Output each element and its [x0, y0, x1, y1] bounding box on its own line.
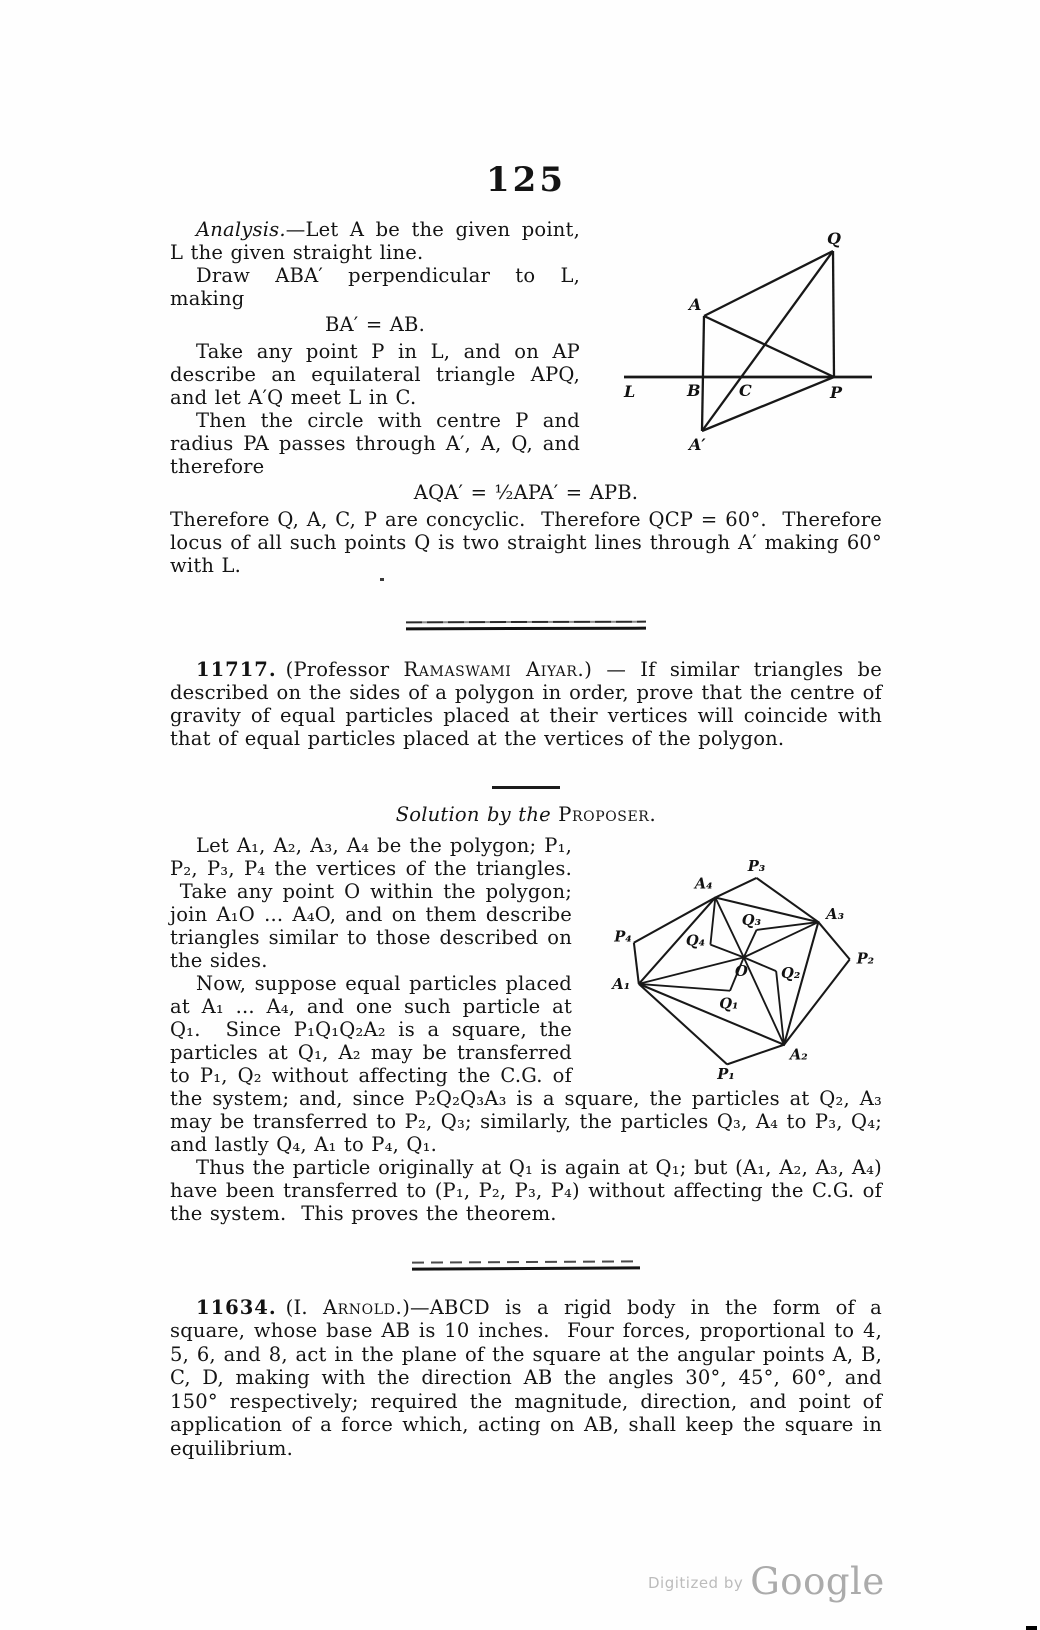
solution-paragraph-1: Let A₁, A₂, A₃, A₄ be the polygon; P₁, P₂, P₃, P₄ the vertices of the triangles. Take any point O within the polygon; join A₁O ... A₄O, and on them describe triangles similar to those described on the sides.	[170, 834, 572, 972]
figure2-label-q4: Q₄	[685, 932, 706, 950]
figure2-label-p1: P₁	[717, 1066, 735, 1082]
analysis-paragraph-1-text: —Let A be the given point, L the given straight line.	[170, 218, 580, 264]
problem-11717-author-prefix: (Professor	[285, 658, 404, 681]
problem-11634-statement-text: )—ABCD is a rigid body in the form of a square, whose base AB is 10 inches. Four forces, proportional to 4, 5, 6, and 8, act in the plane of the square at the angular points A, B, C, D, making with the direction AB the angles 30°, 45°, 60°, and 150° respectively; required the magnitude, direction, and point of application of a force which, acting on AB, shall keep the square in equilibrium.	[170, 1295, 882, 1460]
figure-polygon-triangles	[582, 822, 882, 1082]
short-divider-rule	[492, 786, 560, 789]
problem-11634-section	[170, 1296, 882, 1461]
figure1-label-a: A	[689, 295, 702, 314]
solution-paragraph-2: Now, suppose equal particles placed at A₁ ... A₄, and one such particle at Q₁. Since P₁Q₁Q₂A₂ is a square, the particles at Q₁, A₂ may be transferred to P₁, Q₂ without affecting the C.G. of the system; and, since P₂Q₂Q₃A₃ is a square, the particles at Q₂, A₃ may be transferred to P₂, Q₃; similarly, the particles Q₃, A₄ to P₃, Q₄; and lastly Q₄, A₁ to P₄, Q₁.	[170, 972, 882, 1156]
solution-paragraph-3: Thus the particle originally at Q₁ is again at Q₁; but (A₁, A₂, A₃, A₄) have been transferred to (P₁, P₂, P₃, P₄) without affecting the C.G. of the system. This proves the theorem.	[170, 1156, 882, 1225]
divider-dashed-line	[412, 1260, 640, 1263]
analysis-equation-2: AQA′ = ½APA′ = APB.	[413, 481, 639, 504]
figure1-label-q: Q	[827, 229, 841, 248]
figure1-label-p: P	[830, 383, 843, 402]
digitized-by-text: Digitized by	[648, 1574, 744, 1592]
figure2-label-p2: P₂	[856, 950, 875, 968]
solution-heading-italic: Solution by the	[395, 803, 551, 826]
figure1-label-c: C	[739, 381, 752, 400]
figure2-svg	[582, 822, 882, 1082]
figure1-svg	[594, 222, 882, 454]
figure2-label-p3: P₃	[747, 858, 766, 876]
problem-11717-statement-text: ) — If similar triangles be described on the sides of a polygon in order, prove that the centre of gravity of equal particles placed at their vertices will coincide with that of equal particles placed at the vertices of the polygon.	[170, 658, 882, 750]
problem-11634-statement	[170, 1296, 882, 1461]
figure1-lines	[702, 251, 834, 431]
analysis-paragraph-4: Then the circle with centre P and radius PA passes through A′, A, Q, and therefore	[170, 409, 580, 478]
google-logo: Google	[750, 1560, 885, 1603]
problem-11717-statement	[170, 658, 882, 750]
analysis-lead-word: Analysis.	[196, 218, 286, 241]
problem-11634-number: 11634.	[196, 1295, 277, 1319]
figure1-label-a-prime: A′	[689, 435, 706, 454]
figure2-label-p4: P₄	[614, 928, 632, 946]
problem-11717-section	[170, 658, 882, 1225]
divider-top-line	[406, 621, 646, 624]
figure1-label-l: L	[624, 382, 636, 401]
figure2-label-a4: A₄	[694, 875, 713, 893]
section-divider-single-rule	[412, 1261, 640, 1270]
figure2-label-q3: Q₃	[741, 912, 762, 930]
solution-body	[170, 834, 882, 1225]
analysis-paragraph-5: Therefore Q, A, C, P are concyclic. Therefore QCP = 60°. Therefore locus of all such points Q is two straight lines through A′ making 60° with L.	[170, 508, 882, 577]
solution-heading-proposer: Proposer.	[558, 803, 657, 826]
section-divider-double-rule	[406, 621, 646, 630]
problem-11634-author: Arnold.	[322, 1295, 403, 1319]
figure2-label-o: O	[734, 963, 748, 981]
scan-speck	[380, 578, 384, 581]
scan-edge-artifact	[1026, 1626, 1037, 1630]
divider-solid-line	[412, 1266, 640, 1270]
analysis-paragraph-3: Take any point P in L, and on AP describe an equilateral triangle APQ, and let A′Q meet L in C.	[170, 340, 580, 409]
divider-bottom-line	[406, 627, 646, 631]
figure2-label-a3: A₃	[826, 906, 845, 924]
figure2-label-q1: Q₁	[719, 995, 739, 1013]
problem-11717-author: Ramaswami Aiyar.	[403, 658, 585, 681]
page-number: 125	[486, 160, 566, 200]
figure2-label-a2: A₂	[789, 1046, 808, 1064]
google-watermark	[648, 1560, 968, 1603]
analysis-equation-1: BA′ = AB.	[325, 313, 425, 336]
analysis-paragraph-2: Draw ABA′ perpendicular to L, making	[170, 264, 580, 310]
figure2-label-a1: A₁	[612, 975, 631, 993]
analysis-section	[170, 218, 882, 577]
page-content	[170, 218, 882, 1460]
figure1-label-b: B	[687, 381, 701, 400]
problem-11634-author-prefix: (I.	[285, 1295, 323, 1319]
figure2-label-q2: Q₂	[781, 965, 801, 982]
figure-perpendicular-construction	[594, 222, 882, 454]
problem-11717-number: 11717.	[196, 658, 277, 681]
